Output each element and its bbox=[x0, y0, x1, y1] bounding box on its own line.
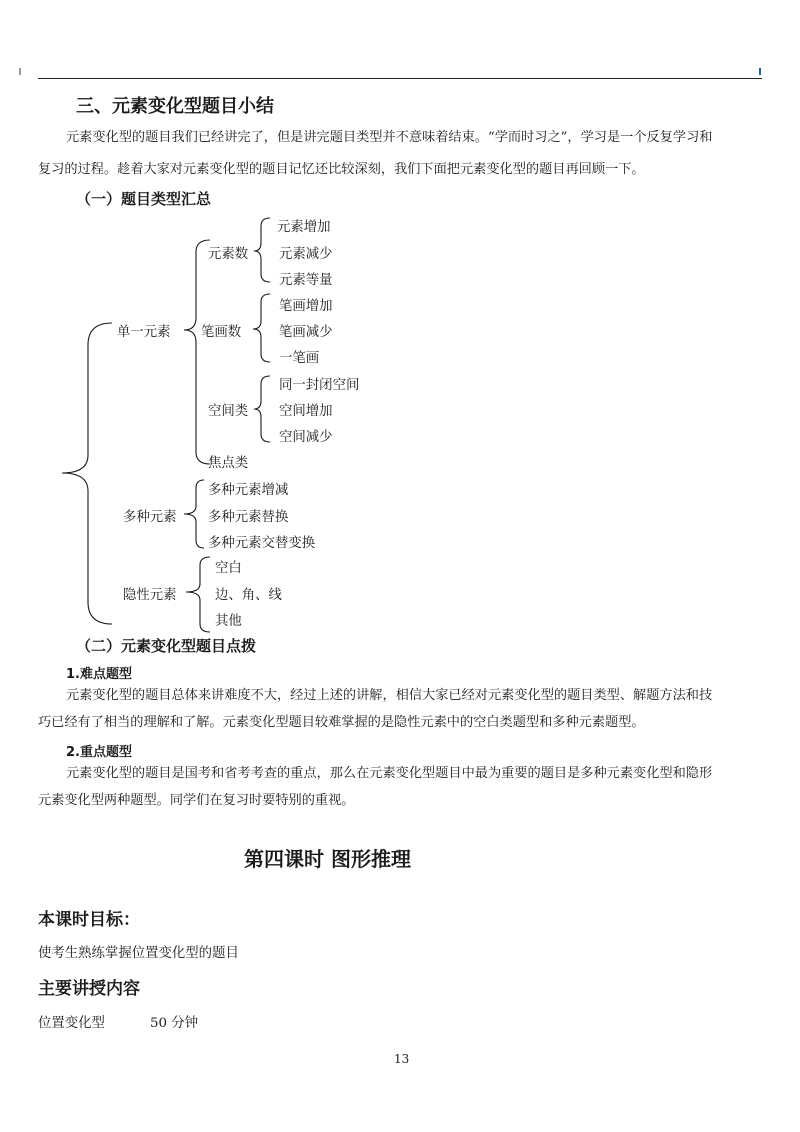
tree-leaf: 笔画增加 bbox=[279, 299, 333, 314]
tree-leaf: 元素增加 bbox=[277, 220, 331, 235]
tree-space-class: 空间类 bbox=[208, 404, 249, 419]
goal-text: 使考生熟练掌握位置变化型的题目 bbox=[38, 946, 239, 961]
tree-leaf: 其他 bbox=[215, 614, 242, 629]
point-1-line-2: 巧已经有了相当的理解和了解。元素变化型题目较难掌握的是隐性元素中的空白类题型和多种元素题型。 bbox=[38, 715, 645, 730]
content-item: 位置变化型 bbox=[38, 1016, 105, 1031]
hidden-brace bbox=[186, 557, 210, 632]
point-1-line-1: 元素变化型的题目总体来讲难度不大，经过上述的讲解，相信大家已经对元素变化型的题目类型、解题方法和技 bbox=[66, 688, 713, 703]
content-heading: 主要讲授内容 bbox=[38, 979, 140, 999]
intro-line-2: 复习的过程。趁着大家对元素变化型的题目记忆还比较深刻，我们下面把元素变化型的题目再回顾一下。 bbox=[38, 162, 645, 177]
tree-leaf: 笔画减少 bbox=[279, 325, 333, 340]
intro-line-1: 元素变化型的题目我们已经讲完了，但是讲完题目类型并不意味着结束。“学而时习之”，学习是一个反复学习和 bbox=[66, 130, 713, 145]
section-title: 三、元素变化型题目小结 bbox=[76, 96, 274, 117]
tree-leaf: 一笔画 bbox=[279, 351, 320, 366]
point-2-title: 2.重点题型 bbox=[66, 745, 132, 760]
multi-brace bbox=[184, 480, 204, 548]
goal-heading: 本课时目标： bbox=[38, 910, 140, 930]
content-duration: 50 分钟 bbox=[150, 1016, 199, 1031]
single-brace bbox=[184, 240, 210, 464]
point-2-line-2: 元素变化型两种题型。同学们在复习时要特别的重视。 bbox=[38, 793, 355, 808]
count-brace bbox=[254, 218, 270, 282]
tree-leaf: 多种元素增减 bbox=[208, 483, 289, 498]
tree-focus-class: 焦点类 bbox=[208, 456, 249, 471]
tree-leaf: 多种元素交替变换 bbox=[208, 536, 316, 551]
tree-stroke-count: 笔画数 bbox=[201, 325, 242, 340]
point-1-title: 1.难点题型 bbox=[66, 667, 132, 682]
tree-multi-element: 多种元素 bbox=[123, 510, 177, 525]
point-2-line-1: 元素变化型的题目是国考和省考考查的重点，那么在元素变化型题目中最为重要的题目是多种元素变化型和隐形 bbox=[66, 766, 713, 781]
tree-leaf: 空白 bbox=[215, 561, 242, 576]
tree-leaf: 元素减少 bbox=[279, 247, 333, 262]
tree-leaf: 多种元素替换 bbox=[208, 510, 289, 525]
subsection-1-title: （一）题目类型汇总 bbox=[76, 190, 212, 208]
tree-leaf: 边、角、线 bbox=[215, 588, 282, 603]
tree-leaf: 空间增加 bbox=[279, 404, 333, 419]
lesson-title: 第四课时 图形推理 bbox=[244, 847, 411, 871]
tree-leaf: 元素等量 bbox=[279, 273, 333, 288]
subsection-2-title: （二）元素变化型题目点拨 bbox=[76, 637, 257, 655]
tree-hidden-element: 隐性元素 bbox=[123, 588, 177, 603]
tree-leaf: 空间减少 bbox=[279, 430, 333, 445]
page-number: 13 bbox=[394, 1052, 410, 1066]
tree-leaf: 同一封闭空间 bbox=[279, 378, 360, 393]
space-brace bbox=[254, 376, 270, 442]
stroke-brace bbox=[253, 294, 270, 362]
main-brace bbox=[62, 323, 112, 624]
tree-element-count: 元素数 bbox=[208, 247, 249, 262]
tree-single-element: 单一元素 bbox=[117, 325, 171, 340]
